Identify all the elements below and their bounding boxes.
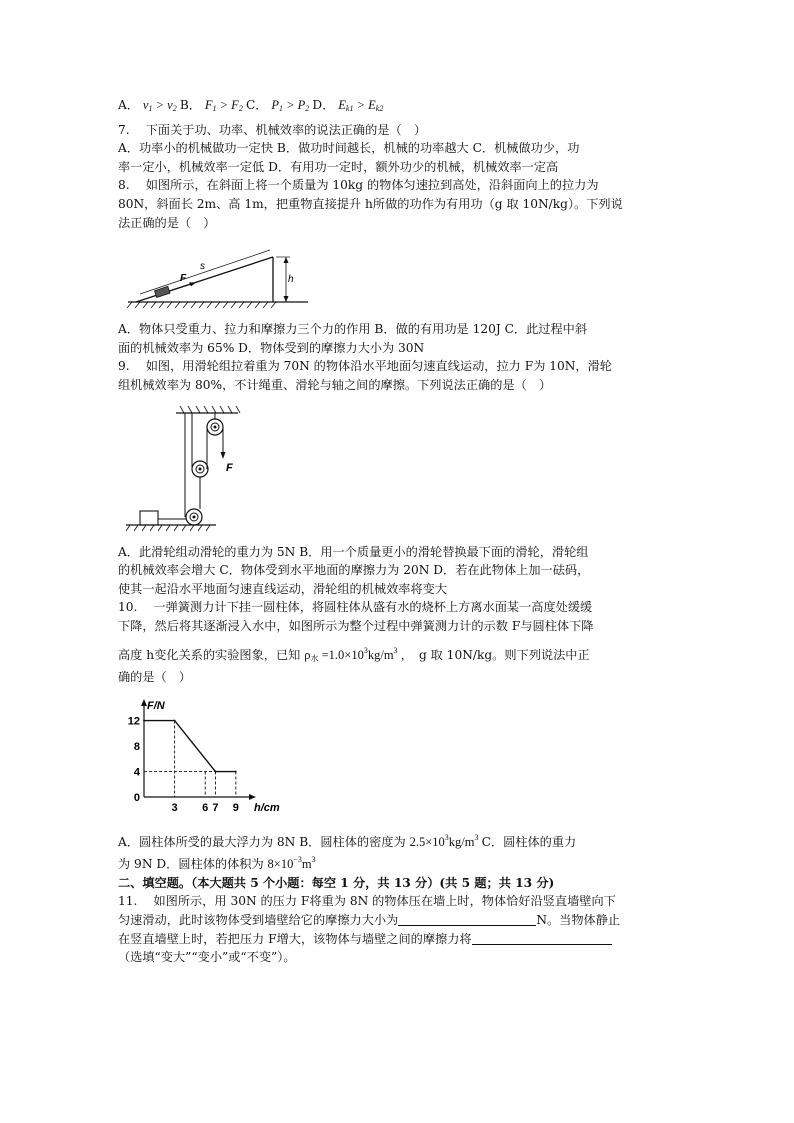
y-axis-label: F/N bbox=[147, 699, 165, 712]
q8-stem-line3: 法正确的是（ ） bbox=[118, 215, 216, 230]
svg-text:s: s bbox=[200, 261, 205, 273]
y-tick-label: 0 bbox=[133, 791, 140, 804]
q8-stem-line1: 8. 如图所示，在斜面上将一个质量为 10kg 的物体匀速拉到高处，沿斜面向上的拉力为 bbox=[118, 178, 599, 193]
q9-options-line3: 使其一起沿水平地面匀速直线运动，滑轮组的机械效率将变大 bbox=[118, 581, 448, 596]
document-page bbox=[118, 96, 678, 967]
q10-stem-line2: 下降，然后将其逐渐浸入水中，如图所示为整个过程中弹簧测力计的示数 F与圆柱体下降 bbox=[118, 618, 594, 633]
q6-option-a-math: $v_1 > v_2$ bbox=[142, 98, 177, 113]
svg-text:h: h bbox=[288, 274, 294, 286]
data-point bbox=[235, 770, 237, 772]
q7-stem: 7. 下面关于功、功率、机械效率的说法正确的是（ ） bbox=[118, 122, 427, 137]
q9-options-line2: 的机械效率会增大 C．物体受到水平地面的摩擦力为 20N D．若在此物体上加一砝码， bbox=[118, 563, 590, 578]
q11-stem-line3: 在竖直墙壁上时，若把压力 F增大，该物体与墙壁之间的摩擦力将 bbox=[118, 930, 678, 949]
answer-blank-1[interactable] bbox=[398, 913, 536, 926]
svg-text:F: F bbox=[226, 461, 233, 474]
force-height-chart bbox=[122, 693, 280, 823]
svg-text:F: F bbox=[180, 273, 187, 285]
section2-heading: 二、填空题。（本大题共 5 个小题：每空 1 分，共 13 分）(共 5 题；共 13 分) bbox=[118, 875, 555, 890]
q9-stem-line2: 组机械效率为 80%，不计绳重、滑轮与轴之间的摩擦。下列说法正确的是（ ） bbox=[118, 377, 552, 392]
q6-option-b-math: $F_1 > F_2$ bbox=[204, 98, 243, 113]
answer-blank-2[interactable] bbox=[472, 932, 612, 945]
incline-figure bbox=[118, 238, 318, 314]
data-point bbox=[143, 719, 145, 721]
y-tick-label: 8 bbox=[133, 740, 140, 753]
q8-options-line1: A．物体只受重力、拉力和摩擦力三个力的作用 B．做的有用功是 120J C．此过程中斜 bbox=[118, 322, 588, 337]
q11-stem-line4: （选填“变大”“变小”或“不变”）。 bbox=[118, 950, 296, 965]
x-axis-label: h/cm bbox=[254, 801, 280, 814]
data-series-line bbox=[144, 720, 236, 771]
q11-stem-line2: 匀速滑动，此时该物体受到墙壁给它的摩擦力大小为 N。当物体静止 bbox=[118, 913, 621, 928]
volume-value: $8\times 10^{-3}m^3$ bbox=[267, 855, 316, 872]
q6-options: A． $v_1 > v_2$ B． $F_1 > F_2$ C． $P_1 > P_2$ D． $E_{k1} > E_{k2}$ bbox=[118, 98, 384, 113]
q10-stem-line3: 高度 h变化关系的实验图象，已知 $\rho_水 =1.0\times 10^3kg/m^3$ ， g 取 10N/kg。则下列说法中正 bbox=[118, 645, 590, 663]
q6-option-c-math: $P_1 > P_2$ bbox=[271, 98, 310, 113]
q6-option-d-math: $E_{k1} > E_{k2}$ bbox=[338, 98, 384, 113]
x-tick-label: 6 bbox=[202, 801, 209, 814]
q11-stem-line1: 11. 如图所示，用 30N 的压力 F将重为 8N 的物体压在墙上时，物体恰好沿竖直墙壁向下 bbox=[118, 894, 616, 909]
y-tick-label: 12 bbox=[127, 715, 140, 728]
y-tick-label: 4 bbox=[133, 766, 140, 779]
x-axis-arrow bbox=[249, 794, 256, 800]
water-density-formula: $\rho_水 =1.0\times 10^3kg/m^3$ bbox=[304, 645, 398, 663]
q10-stem-line1: 10. 一弹簧测力计下挂一圆柱体，将圆柱体从盛有水的烧杯上方离水面某一高度处缓缓 bbox=[118, 600, 593, 615]
data-point bbox=[174, 719, 176, 721]
q10-options-line2: 为 9N D．圆柱体的体积为 $8\times 10^{-3}m^3$ bbox=[118, 855, 316, 872]
density-value: $2.5\times 10^3kg/m^3$ bbox=[409, 832, 479, 849]
pulley-figure bbox=[118, 401, 268, 537]
q7-options-line2: 率一定小，机械效率一定低 D．有用功一定时，额外功少的机械，机械效率一定高 bbox=[118, 159, 559, 174]
q8-stem-line2: 80N，斜面长 2m、高 1m，把重物直接提升 h所做的功作为有用功（g 取 10N/kg）。下列说 bbox=[118, 196, 623, 211]
x-tick-label: 9 bbox=[232, 801, 239, 814]
data-point bbox=[215, 770, 217, 772]
q9-options-line1: A．此滑轮组动滑轮的重力为 5N B．用一个质量更小的滑轮替换最下面的滑轮，滑轮组 bbox=[118, 544, 589, 559]
x-tick-label: 7 bbox=[212, 801, 219, 814]
q7-options-line1: A．功率小的机械做功一定快 B．做功时间越长，机械的功率越大 C．机械做功少，功 bbox=[118, 141, 580, 156]
q9-stem-line1: 9. 如图，用滑轮组拉着重为 70N 的物体沿水平地面匀速直线运动，拉力 F为 10N，滑轮 bbox=[118, 359, 612, 374]
q10-stem-line4: 确的是（ ） bbox=[118, 670, 192, 685]
x-tick-label: 3 bbox=[171, 801, 178, 814]
q10-options-line1: A．圆柱体所受的最大浮力为 8N B．圆柱体的密度为 $2.5\times 10^3kg/m^3$ C．圆柱体的重力 bbox=[118, 832, 577, 849]
q8-options-line2: 面的机械效率为 65% D．物体受到的摩擦力大小为 30N bbox=[118, 340, 425, 355]
